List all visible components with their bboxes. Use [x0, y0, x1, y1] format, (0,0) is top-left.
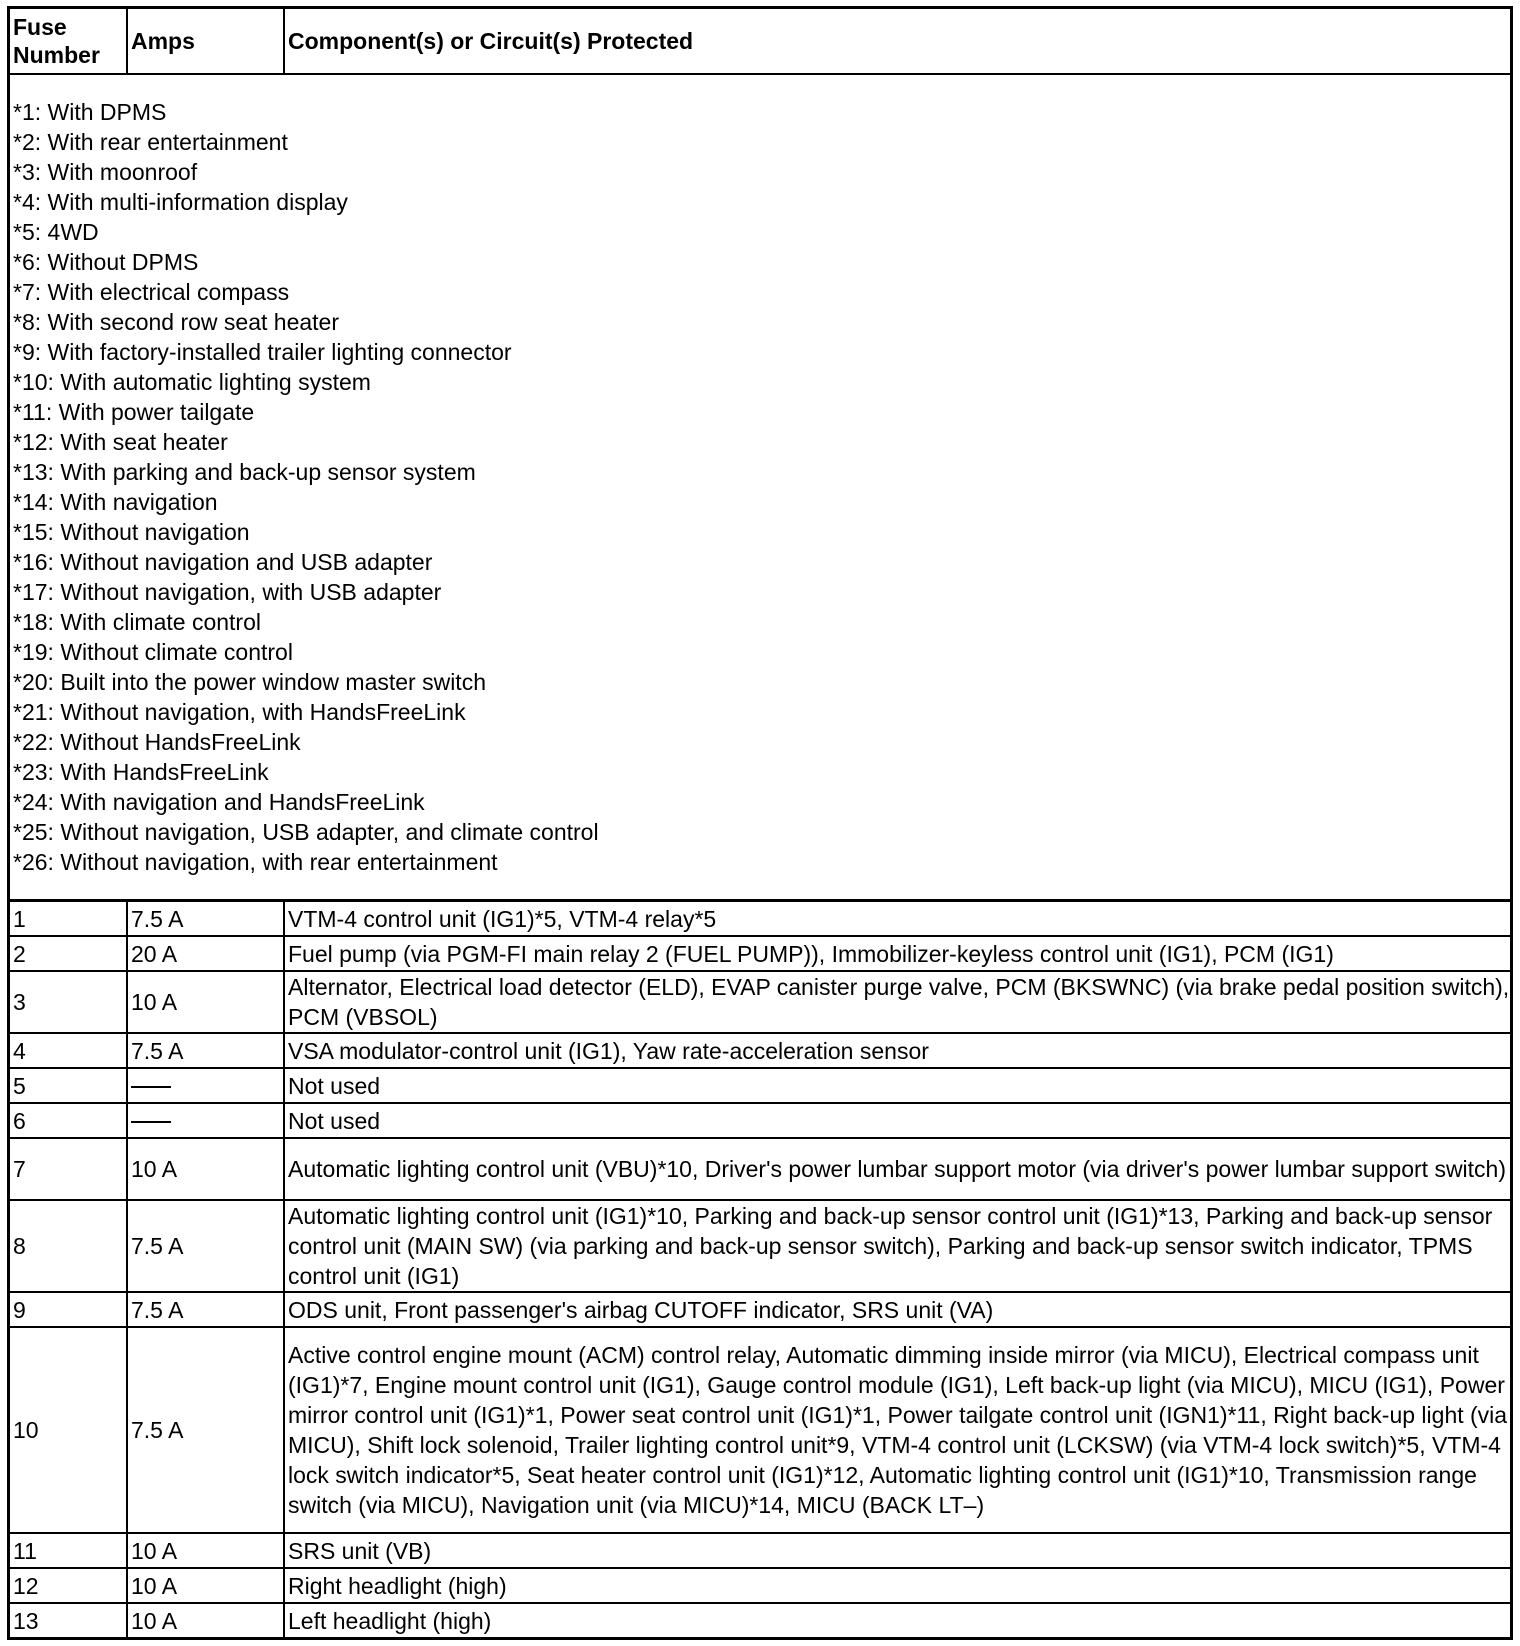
footnote: *22: Without HandsFreeLink [13, 729, 301, 755]
header-amps: Amps [127, 9, 284, 74]
header-row [10, 9, 1510, 74]
amps-cell: 7.5 A [127, 1200, 284, 1292]
footnote: *9: With factory-installed trailer lighting connector [13, 339, 512, 365]
table-row [10, 936, 1510, 971]
components-cell: Not used [284, 1068, 1510, 1103]
fuse-number-cell: 9 [10, 1292, 127, 1327]
amps-cell: 7.5 A [127, 1292, 284, 1327]
components-cell: Active control engine mount (ACM) control relay, Automatic dimming inside mirror (via MICU), Electrical compass unit (IG1)*7, Engine mount control unit (IG1), Gauge control module (IG1), Left back-up light (via MICU), MICU (IG1), Power mirror control unit (IG1)*1, Power seat control unit (IG1)*1, Power tailgate control unit (IGN1)*11, Right back-up light (via MICU), Shift lock solenoid, Trailer lighting control unit*9, VTM-4 control unit (LCKSW) (via VTM-4 lock switch)*5, VTM-4 lock switch indicator*5, Seat heater control unit (IG1)*12, Automatic lighting control unit (IG1)*10, Transmission range switch (via MICU), Navigation unit (via MICU)*14, MICU (BACK LT–) [284, 1327, 1510, 1533]
table-row [10, 1033, 1510, 1068]
components-cell: Alternator, Electrical load detector (ELD), EVAP canister purge valve, PCM (BKSWNC) (via brake pedal position switch), PCM (VBSOL) [284, 971, 1510, 1033]
amps-cell: 10 A [127, 971, 284, 1033]
footnote: *26: Without navigation, with rear entertainment [13, 849, 498, 875]
table-row [10, 1533, 1510, 1568]
amps-cell: 20 A [127, 936, 284, 971]
footnote: *25: Without navigation, USB adapter, and climate control [13, 819, 599, 845]
footnote: *23: With HandsFreeLink [13, 759, 269, 785]
components-cell: Left headlight (high) [284, 1603, 1510, 1637]
amps-cell [127, 1103, 284, 1138]
header-components: Component(s) or Circuit(s) Protected [284, 9, 1510, 74]
footnote: *11: With power tailgate [13, 399, 255, 425]
table-row [10, 901, 1510, 937]
footnote: *8: With second row seat heater [13, 309, 339, 335]
amps-cell: 7.5 A [127, 901, 284, 937]
fuse-number-cell: 10 [10, 1327, 127, 1533]
components-cell: VTM-4 control unit (IG1)*5, VTM-4 relay*5 [284, 901, 1510, 937]
fuse-number-cell: 12 [10, 1568, 127, 1603]
footnotes-row [10, 74, 1510, 901]
fuse-table-page [7, 6, 1513, 1640]
table-row [10, 1603, 1510, 1637]
footnote: *14: With navigation [13, 489, 218, 515]
footnote: *13: With parking and back-up sensor system [13, 459, 476, 485]
table-row [10, 1327, 1510, 1533]
footnote: *7: With electrical compass [13, 279, 290, 305]
header-fuse-number: Fuse Number [10, 9, 127, 74]
components-cell: VSA modulator-control unit (IG1), Yaw rate-acceleration sensor [284, 1033, 1510, 1068]
footnote: *1: With DPMS [13, 99, 167, 125]
components-cell: Not used [284, 1103, 1510, 1138]
footnote: *18: With climate control [13, 609, 261, 635]
not-used-dash [131, 1121, 171, 1123]
footnote: *2: With rear entertainment [13, 129, 288, 155]
footnote: *5: 4WD [13, 219, 99, 245]
fuse-table [10, 9, 1510, 1637]
table-row [10, 1103, 1510, 1138]
components-cell: Right headlight (high) [284, 1568, 1510, 1603]
amps-cell: 7.5 A [127, 1327, 284, 1533]
footnote: *6: Without DPMS [13, 249, 199, 275]
footnote: *21: Without navigation, with HandsFreeLink [13, 699, 466, 725]
fuse-number-cell: 8 [10, 1200, 127, 1292]
footnotes-cell [10, 74, 1510, 901]
footnote: *16: Without navigation and USB adapter [13, 549, 433, 575]
components-cell: Fuel pump (via PGM-FI main relay 2 (FUEL PUMP)), Immobilizer-keyless control unit (IG1), PCM (IG1) [284, 936, 1510, 971]
footnote: *12: With seat heater [13, 429, 228, 455]
footnote: *24: With navigation and HandsFreeLink [13, 789, 425, 815]
fuse-number-cell: 6 [10, 1103, 127, 1138]
fuse-number-cell: 4 [10, 1033, 127, 1068]
amps-cell [127, 1068, 284, 1103]
table-row [10, 1200, 1510, 1292]
amps-cell: 7.5 A [127, 1033, 284, 1068]
footnote: *3: With moonroof [13, 159, 198, 185]
amps-cell: 10 A [127, 1568, 284, 1603]
not-used-dash [131, 1086, 171, 1088]
fuse-number-cell: 7 [10, 1138, 127, 1200]
amps-cell: 10 A [127, 1533, 284, 1568]
footnote: *20: Built into the power window master switch [13, 669, 486, 695]
table-row [10, 971, 1510, 1033]
fuse-number-cell: 13 [10, 1603, 127, 1637]
fuse-number-cell: 2 [10, 936, 127, 971]
footnote: *10: With automatic lighting system [13, 369, 371, 395]
footnote: *4: With multi-information display [13, 189, 348, 215]
components-cell: SRS unit (VB) [284, 1533, 1510, 1568]
table-row [10, 1068, 1510, 1103]
footnote: *19: Without climate control [13, 639, 293, 665]
fuse-number-cell: 3 [10, 971, 127, 1033]
footnote: *15: Without navigation [13, 519, 250, 545]
components-cell: Automatic lighting control unit (VBU)*10, Driver's power lumbar support motor (via driver's power lumbar support switch) [284, 1138, 1510, 1200]
fuse-number-cell: 11 [10, 1533, 127, 1568]
amps-cell: 10 A [127, 1138, 284, 1200]
amps-cell: 10 A [127, 1603, 284, 1637]
components-cell: Automatic lighting control unit (IG1)*10, Parking and back-up sensor control unit (IG1)*13, Parking and back-up sensor control unit (MAIN SW) (via parking and back-up sensor switch), Parking and back-up sensor switch indicator, TPMS control unit (IG1) [284, 1200, 1510, 1292]
table-row [10, 1292, 1510, 1327]
table-row [10, 1138, 1510, 1200]
footnote: *17: Without navigation, with USB adapter [13, 579, 442, 605]
fuse-number-cell: 5 [10, 1068, 127, 1103]
fuse-number-cell: 1 [10, 901, 127, 937]
table-row [10, 1568, 1510, 1603]
components-cell: ODS unit, Front passenger's airbag CUTOFF indicator, SRS unit (VA) [284, 1292, 1510, 1327]
